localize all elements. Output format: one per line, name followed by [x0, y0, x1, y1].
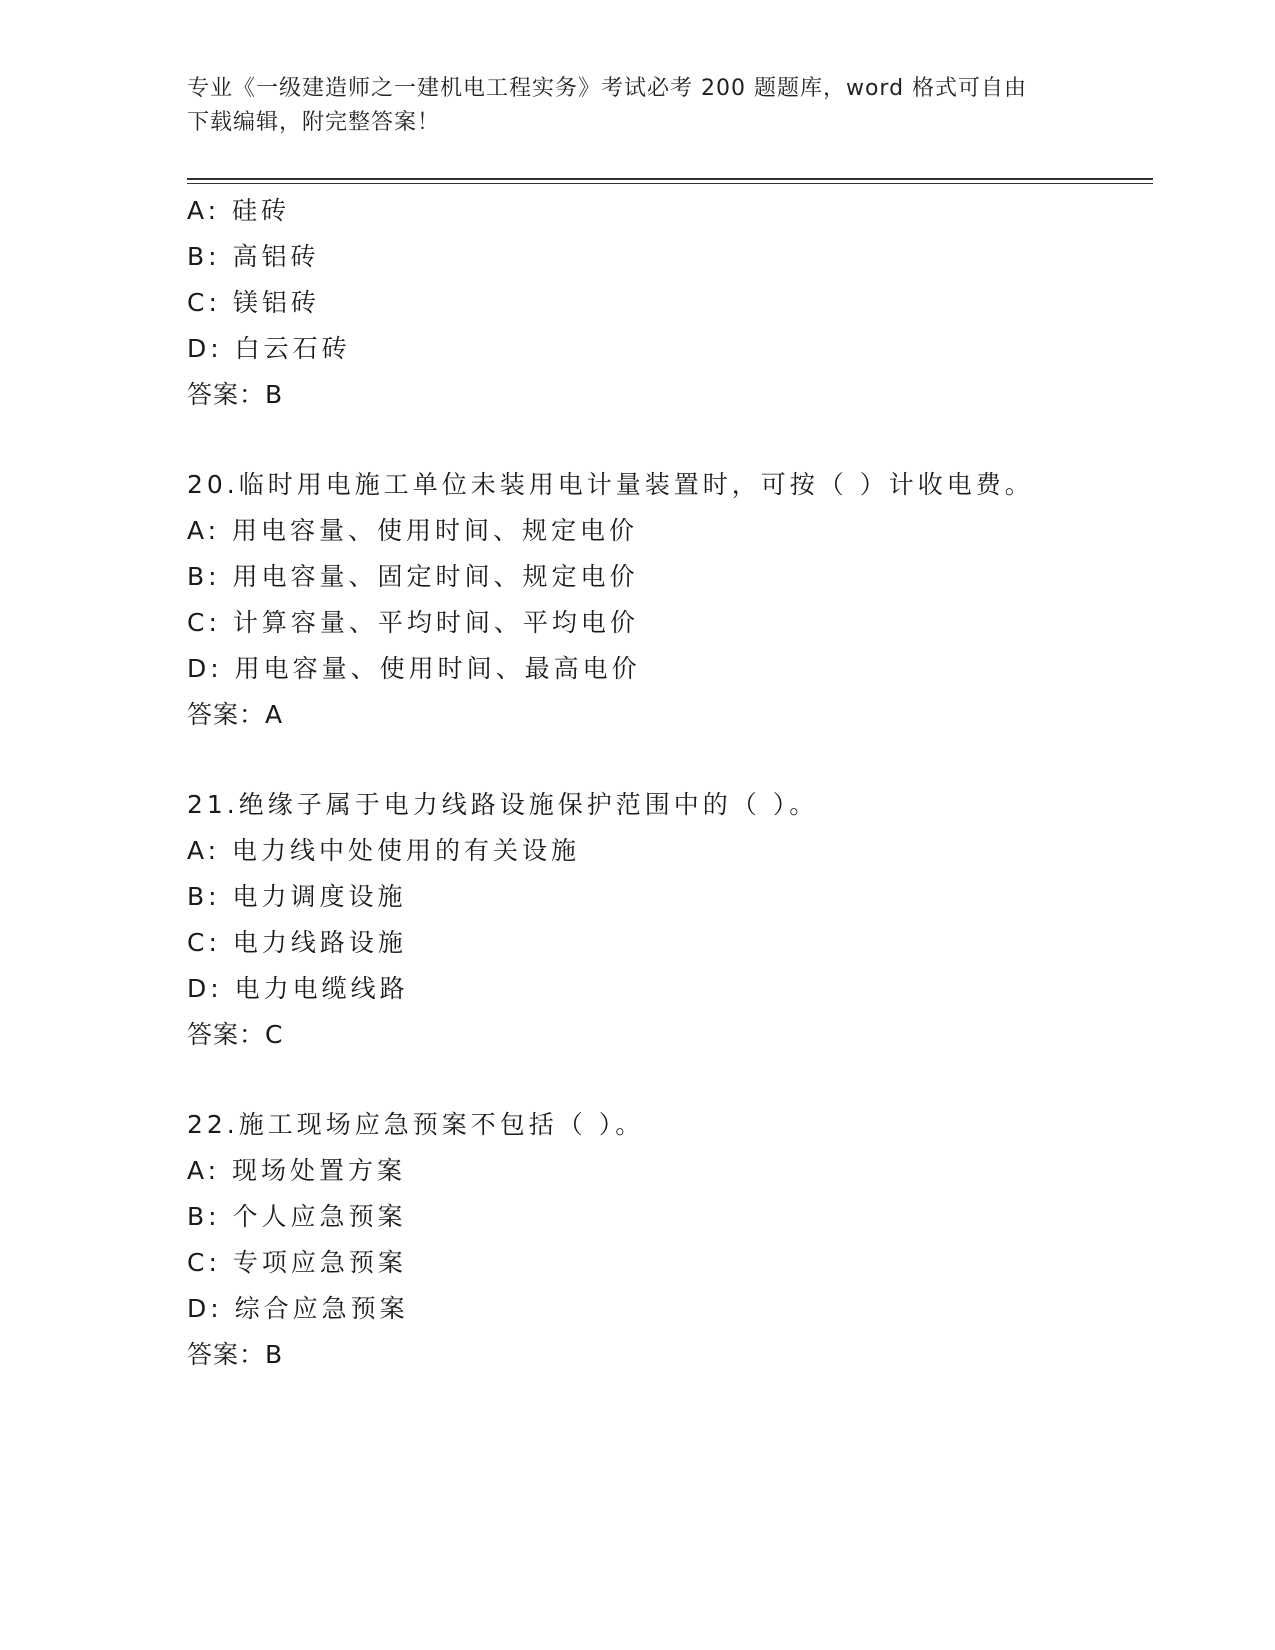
answer-line: 答案：C [187, 1020, 284, 1049]
option-c: C: 电力线路设施 [187, 928, 407, 957]
option-d: D: 白云石砖 [187, 334, 351, 363]
option-c: C: 专项应急预案 [187, 1248, 407, 1277]
question-block-22 [187, 1102, 1153, 1378]
header-divider-thick [187, 178, 1153, 180]
option-b: B: 用电容量、固定时间、规定电价 [187, 562, 639, 591]
option-a: A: 电力线中处使用的有关设施 [187, 836, 581, 865]
option-b: B: 电力调度设施 [187, 882, 407, 911]
option-d: D: 电力电缆线路 [187, 974, 409, 1003]
option-a: A: 现场处置方案 [187, 1156, 407, 1185]
question-block-21 [187, 782, 1153, 1058]
option-a: A: 用电容量、使用时间、规定电价 [187, 516, 639, 545]
option-b: B: 高铝砖 [187, 242, 320, 271]
question-block-20 [187, 462, 1153, 738]
question-block-19 [187, 188, 1153, 418]
answer-line: 答案：B [187, 1340, 284, 1369]
answer-line: 答案：B [187, 380, 284, 409]
option-b: B: 个人应急预案 [187, 1202, 407, 1231]
question-text: 20.临时用电施工单位未装用电计量装置时，可按（ ）计收电费。 [187, 470, 1034, 499]
option-c: C: 镁铝砖 [187, 288, 320, 317]
option-d: D: 综合应急预案 [187, 1294, 409, 1323]
document-header [187, 72, 1087, 140]
question-list [187, 188, 1153, 1378]
header-divider-thin [187, 183, 1153, 184]
question-text: 22.施工现场应急预案不包括（ ）。 [187, 1110, 645, 1139]
header-line-1: 专业《一级建造师之一建机电工程实务》考试必考 200 题题库，word 格式可自由 [187, 76, 1028, 101]
header-line-2: 下载编辑，附完整答案！ [187, 110, 441, 135]
option-d: D: 用电容量、使用时间、最高电价 [187, 654, 641, 683]
answer-line: 答案：A [187, 700, 284, 729]
question-text: 21.绝缘子属于电力线路设施保护范围中的（ ）。 [187, 790, 819, 819]
option-a: A: 硅砖 [187, 196, 291, 225]
option-c: C: 计算容量、平均时间、平均电价 [187, 608, 639, 637]
